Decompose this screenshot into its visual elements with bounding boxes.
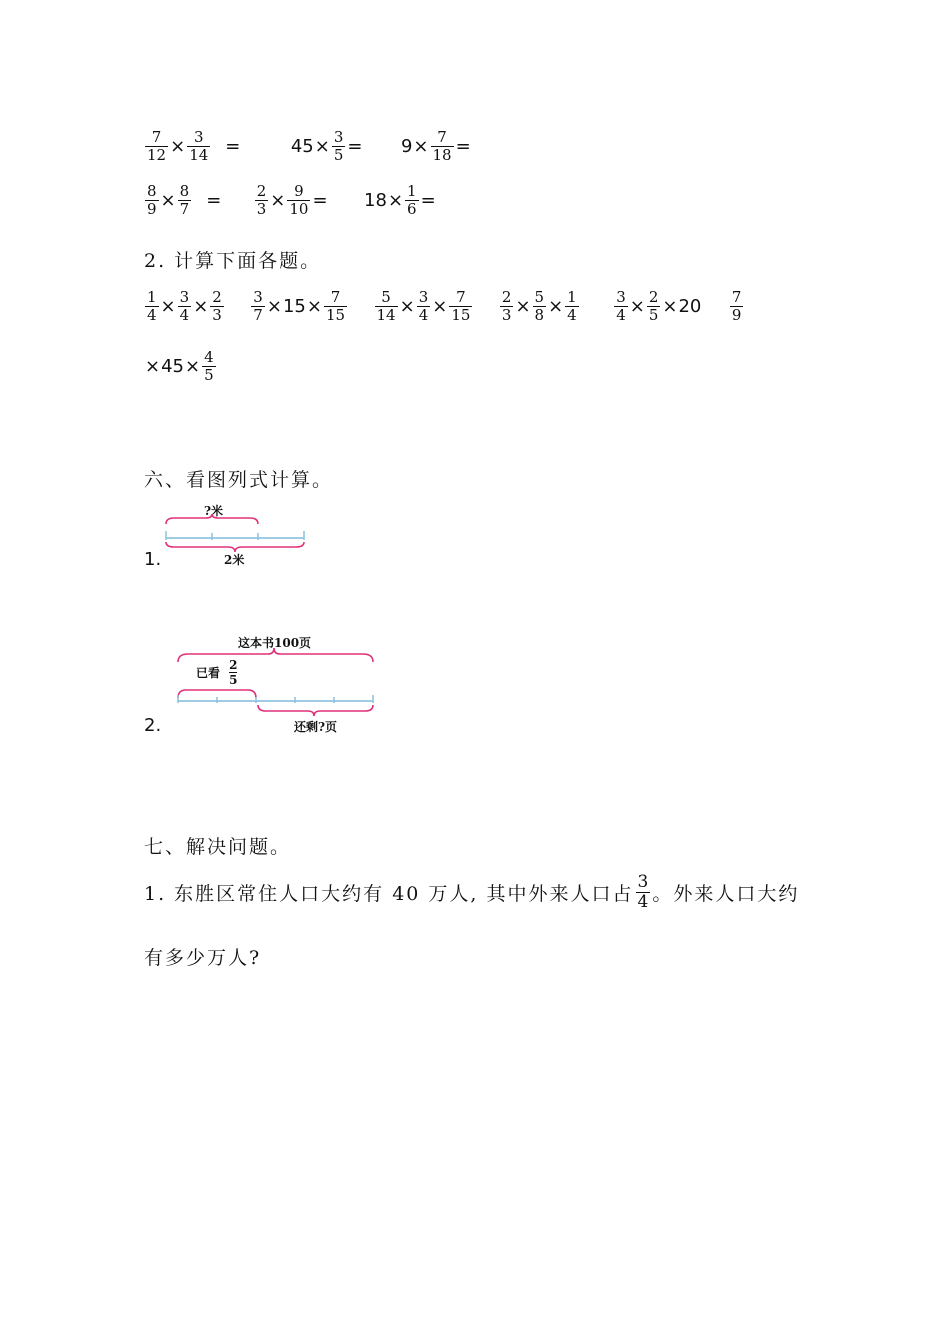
expression-1: $\frac{1}{4}$ × $\frac{3}{4}$ × $\frac{2}{3}$ (147, 288, 222, 324)
problem-2-number: 2. (144, 715, 162, 736)
fraction: $\frac{7}{12}$ (147, 128, 167, 164)
top-brace (166, 514, 258, 524)
calc-row-1: $\frac{7}{12}$ × $\frac{3}{14}$ = 45× $\frac{3}{5}$ = 9× $\frac{7}{18}$ = (147, 128, 471, 164)
question-2-title: 2. 计算下面各题。 (144, 250, 322, 272)
diagram-2-left-label: 已看 $\frac{2}{5}$ (196, 658, 238, 687)
section-7-title: 七、解决问题。 (144, 836, 292, 858)
section-6-title: 六、看图列式计算。 (144, 469, 334, 491)
fraction: $\frac{1}{6}$ (407, 182, 417, 218)
fraction: $\frac{9}{10}$ (289, 182, 309, 218)
diagram-2-top-label: 这本书100页 (238, 636, 312, 650)
remaining-brace (258, 705, 373, 716)
diagram-1-top-label: ?米 (204, 504, 224, 518)
fraction: $\frac{3}{14}$ (189, 128, 209, 164)
fraction: $\frac{7}{18}$ (432, 128, 452, 164)
segment-diagram-2 (172, 648, 382, 720)
fraction: $\frac{2}{3}$ (256, 182, 267, 218)
calc-row-2: $\frac{8}{9}$ × $\frac{8}{7}$ = $\frac{2}{3}$ × $\frac{9}{10}$ = 18× $\frac{1}{6}$ = (147, 182, 436, 218)
top-brace (178, 648, 373, 662)
fraction: $\frac{8}{7}$ (179, 182, 190, 218)
read-brace (178, 690, 256, 698)
bottom-brace (166, 542, 304, 552)
expression-3: $\frac{5}{14}$ × $\frac{3}{4}$ × $\frac{7}{15}$ (376, 288, 471, 324)
problem-1-number: 1. (144, 549, 162, 570)
segment-diagram-1 (160, 514, 310, 554)
expression-6-first-fraction: $\frac{7}{9}$ (731, 288, 742, 324)
expression-5: $\frac{3}{4}$ × $\frac{2}{5}$ ×20 (616, 288, 702, 324)
expression-2: $\frac{3}{7}$ ×15× $\frac{7}{15}$ (253, 288, 346, 324)
expressions-line-2: ×45× $\frac{4}{5}$ (145, 348, 214, 384)
expressions-line-1 (144, 290, 744, 324)
fraction: $\frac{3}{5}$ (333, 128, 344, 164)
diagram-2-bottom-label: 还剩?页 (294, 720, 338, 734)
expression-4: $\frac{2}{3}$ × $\frac{5}{8}$ × $\frac{1}{4}$ (501, 288, 577, 324)
fraction: $\frac{8}{9}$ (147, 182, 157, 218)
problem-text-line-1: 1. 东胜区常住人口大约有 40 万人, 其中外来人口占 $\frac{3}{4}$ 。外来人口大约 (144, 872, 800, 912)
diagram-1-bottom-label: 2米 (224, 553, 245, 567)
problem-text-line-2: 有多少万人? (144, 947, 262, 969)
